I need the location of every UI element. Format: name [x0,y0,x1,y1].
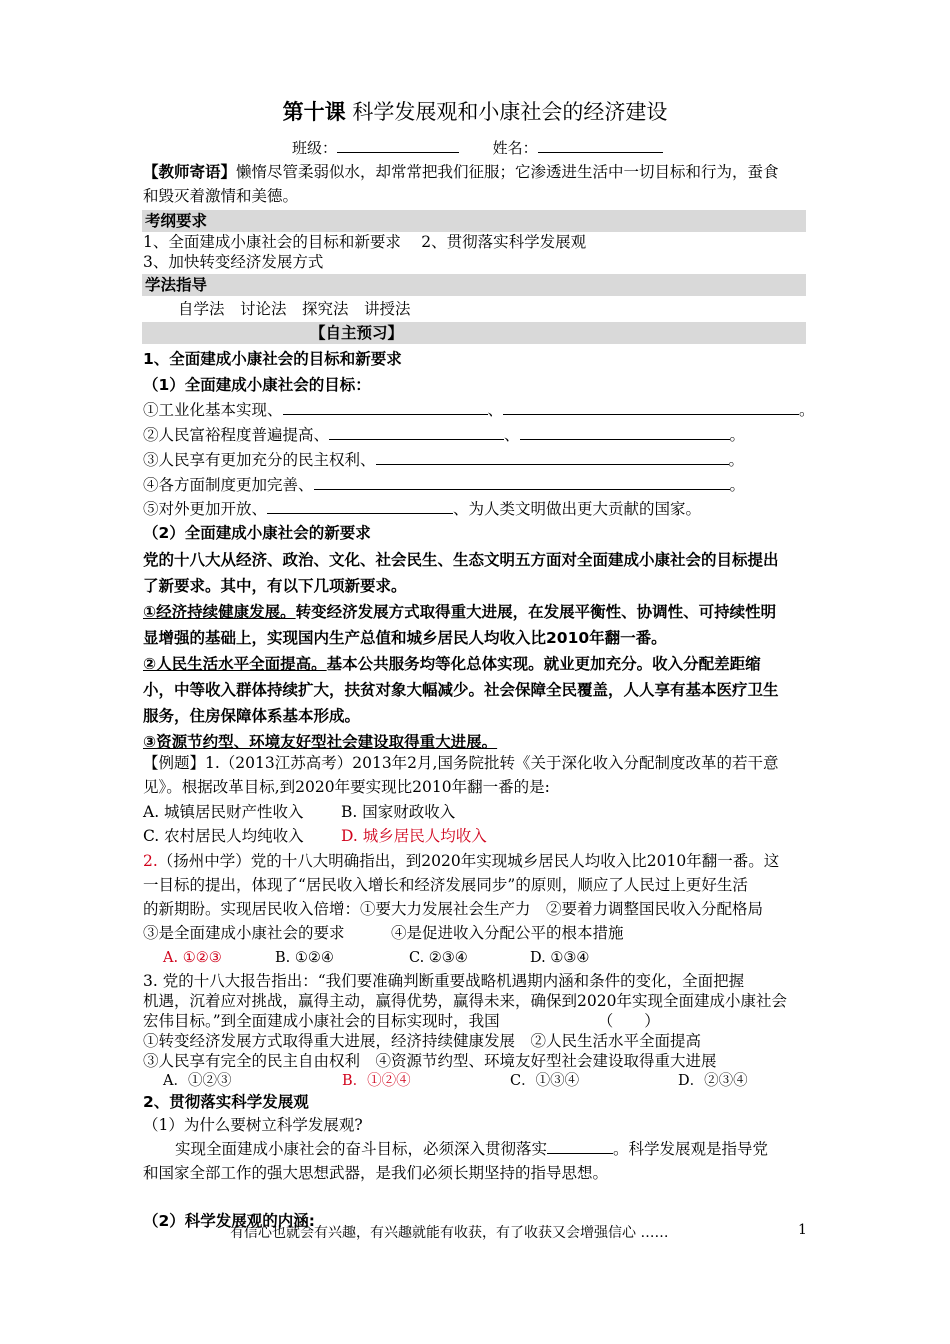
example1-options-ab [143,801,455,823]
goal-2-mid: 、 [504,426,520,444]
example2-option-d: D. ①③④ [530,950,590,966]
example3-option-c: C．①③④ [510,1073,580,1089]
goal-2-end: 。 [729,426,746,444]
teacher-words-line1 [143,161,779,183]
goal-3-end: 。 [728,451,745,469]
req2-line1 [143,651,761,677]
req2-text-a: 基本公共服务均等化总体实现。就业更加充分。收入分配差距缩 [326,655,761,673]
req1-title: ①经济持续健康发展。 [143,603,296,621]
section2-blank[interactable] [547,1138,613,1154]
example2-line2: 一目标的提出，体现了“居民收入增长和经济发展同步”的原则，顺应了人民过上更好生活 [143,876,748,894]
example2-line1 [143,850,779,872]
preview-heading: 【自主预习】 [142,322,806,344]
example1-option-b: B. 国家财政收入 [341,803,456,821]
example3-line4: ①转变经济发展方式取得重大进展，经济持续健康发展 ②人民生活水平全面提高 [143,1032,702,1050]
req1-line1 [143,599,776,625]
section2-p1-line2: 和国家全部工作的强大思想武器，是我们必须长期坚持的指导思想。 [143,1164,609,1182]
section2-heading: 2、贯彻落实科学发展观 [143,1093,309,1111]
example2-number: 2. [143,852,158,870]
example3-answer-paren: （ ） [597,1012,660,1030]
section2-p1-text-b: 。科学发展观是指导党 [613,1140,769,1158]
name-label: 姓名： [492,139,538,157]
goal-1-mid: 、 [487,401,504,419]
teacher-words-line2: 和毁灭着激情和美德。 [143,187,299,205]
req2-title: ②人民生活水平全面提高。 [143,655,327,673]
page-number: 1 [798,1222,807,1238]
section2-q2: （2）科学发展观的内涵: [143,1212,315,1230]
section2-p1-line1 [175,1138,768,1160]
lesson-number: 第十课 [282,100,346,124]
req1-line2: 显增强的基础上，实现国内生产总值和城乡居民人均收入比2010年翻一番。 [143,629,667,647]
example2-option-c: C. ②③④ [409,950,468,966]
goal-1-start: ①工业化基本实现、 [143,401,283,419]
goal-2-start: ②人民富裕程度普遍提高、 [143,426,330,444]
new-req-intro2: 了新要求。其中，有以下几项新要求。 [143,577,407,595]
class-blank[interactable] [337,137,459,153]
example1-options-cd [143,825,487,847]
section2-q1: （1）为什么要树立科学发展观? [143,1116,363,1134]
example3-option-a: A．①②③ [163,1073,232,1089]
goal-2-blank-b[interactable] [520,424,730,440]
goal-1-blank-a[interactable] [283,399,488,415]
methods-line: 自学法 讨论法 探究法 讲授法 [178,300,411,318]
goal-1 [143,399,815,421]
goal-5-blank[interactable] [267,498,453,514]
example3-line2: 机遇，沉着应对挑战，赢得主动，赢得优势，赢得未来，确保到2020年实现全面建成小康社会 [143,992,787,1010]
section1-sub1: （1）全面建成小康社会的目标： [143,376,371,394]
goal-4-start: ④各方面制度更加完善、 [143,476,314,494]
class-label: 班级： [292,139,338,157]
goal-2-blank-a[interactable] [329,424,504,440]
outline-line2: 3、加快转变经济发展方式 [143,253,324,271]
goal-3 [143,449,744,471]
outline-heading: 考纲要求 [142,210,806,232]
example3-line3 [143,1011,660,1031]
example1-option-c: C. 农村居民人均纯收入 [143,827,304,845]
example2-options [163,947,589,969]
example2-option-a-answer: A. ①②③ [163,950,222,966]
goal-1-end: 。 [799,401,815,419]
goal-2 [143,424,745,446]
example1-option-a: A. 城镇居民财产性收入 [143,803,304,821]
example3-line1: 3. 党的十八大报告指出：“我们要准确判断重要战略机遇期内涵和条件的变化，全面把握 [143,972,745,990]
section2-p1-text-a: 实现全面建成小康社会的奋斗目标，必须深入贯彻落实 [175,1140,548,1158]
example3-option-b-answer: B．①②④ [342,1073,411,1089]
class-name-line [292,137,663,159]
page-title [0,96,950,126]
goal-5-end: 、为人类文明做出更大贡献的国家。 [453,500,702,518]
goal-4-blank[interactable] [314,474,730,490]
new-req-intro1: 党的十八大从经济、政治、文化、社会民生、生态文明五方面对全面建成小康社会的目标提出 [143,551,779,569]
section1-heading: 1、全面建成小康社会的目标和新要求 [143,350,402,368]
lesson-title: 科学发展观和小康社会的经济建设 [352,100,668,124]
example1-line2: 见》。根据改革目标,到2020年要实现比2010年翻一番的是: [143,778,550,796]
example2-text1: （扬州中学）党的十八大明确指出，到2020年实现城乡居民人均收入比2010年翻一番。这 [157,852,780,870]
teacher-words-text1: 懒惰尽管柔弱似水，却常常把我们征服；它渗透进生活中一切目标和行为，蚕食 [236,163,779,181]
example3-text3: 宏伟目标。”到全面建成小康社会的目标实现时，我国 [143,1012,500,1030]
footer-motto: 有信心也就会有兴趣，有兴趣就能有收获，有了收获又会增强信心 …… [230,1225,669,1241]
example3-line5: ③人民享有完全的民主自由权利 ④资源节约型、环境友好型社会建设取得重大进展 [143,1052,717,1070]
goal-5-start: ⑤对外更加开放、 [143,500,268,518]
req2-line3: 服务，住房保障体系基本形成。 [143,707,361,725]
goal-3-blank[interactable] [376,449,729,465]
example1-option-d-answer: D. 城乡居民人均收入 [341,827,487,845]
goal-1-blank-b[interactable] [503,399,799,415]
methods-heading: 学法指导 [142,274,806,296]
name-blank[interactable] [538,137,663,153]
goal-4 [143,474,745,496]
example2-line3: 的新期盼。实现居民收入倍增：①要大力发展社会生产力 ②要着力调整国民收入分配格局 [143,900,764,918]
req1-text-a: 转变经济发展方式取得重大进展，在发展平衡性、协调性、可持续性明 [295,603,777,621]
goal-5 [143,498,701,520]
goal-4-end: 。 [729,476,746,494]
req2-line2: 小，中等收入群体持续扩大，扶贫对象大幅减少。社会保障全民覆盖，人人享有基本医疗卫生 [143,681,779,699]
example3-option-d: D．②③④ [678,1073,748,1089]
outline-line1: 1、全面建成小康社会的目标和新要求 2、贯彻落实科学发展观 [143,233,587,251]
example1-line1: 【例题】1.（2013江苏高考）2013年2月,国务院批转《关于深化收入分配制度改革的若干意 [143,754,779,772]
section1-sub2: （2）全面建成小康社会的新要求 [143,524,371,542]
req3-line: ③资源节约型、环境友好型社会建设取得重大进展。 [143,733,498,751]
teacher-words-label: 【教师寄语】 [143,163,237,181]
example2-option-b: B. ①②④ [275,950,334,966]
example3-options [163,1071,748,1091]
goal-3-start: ③人民享有更加充分的民主权利、 [143,451,376,469]
example2-line4: ③是全面建成小康社会的要求 ④是促进收入分配公平的根本措施 [143,924,624,942]
